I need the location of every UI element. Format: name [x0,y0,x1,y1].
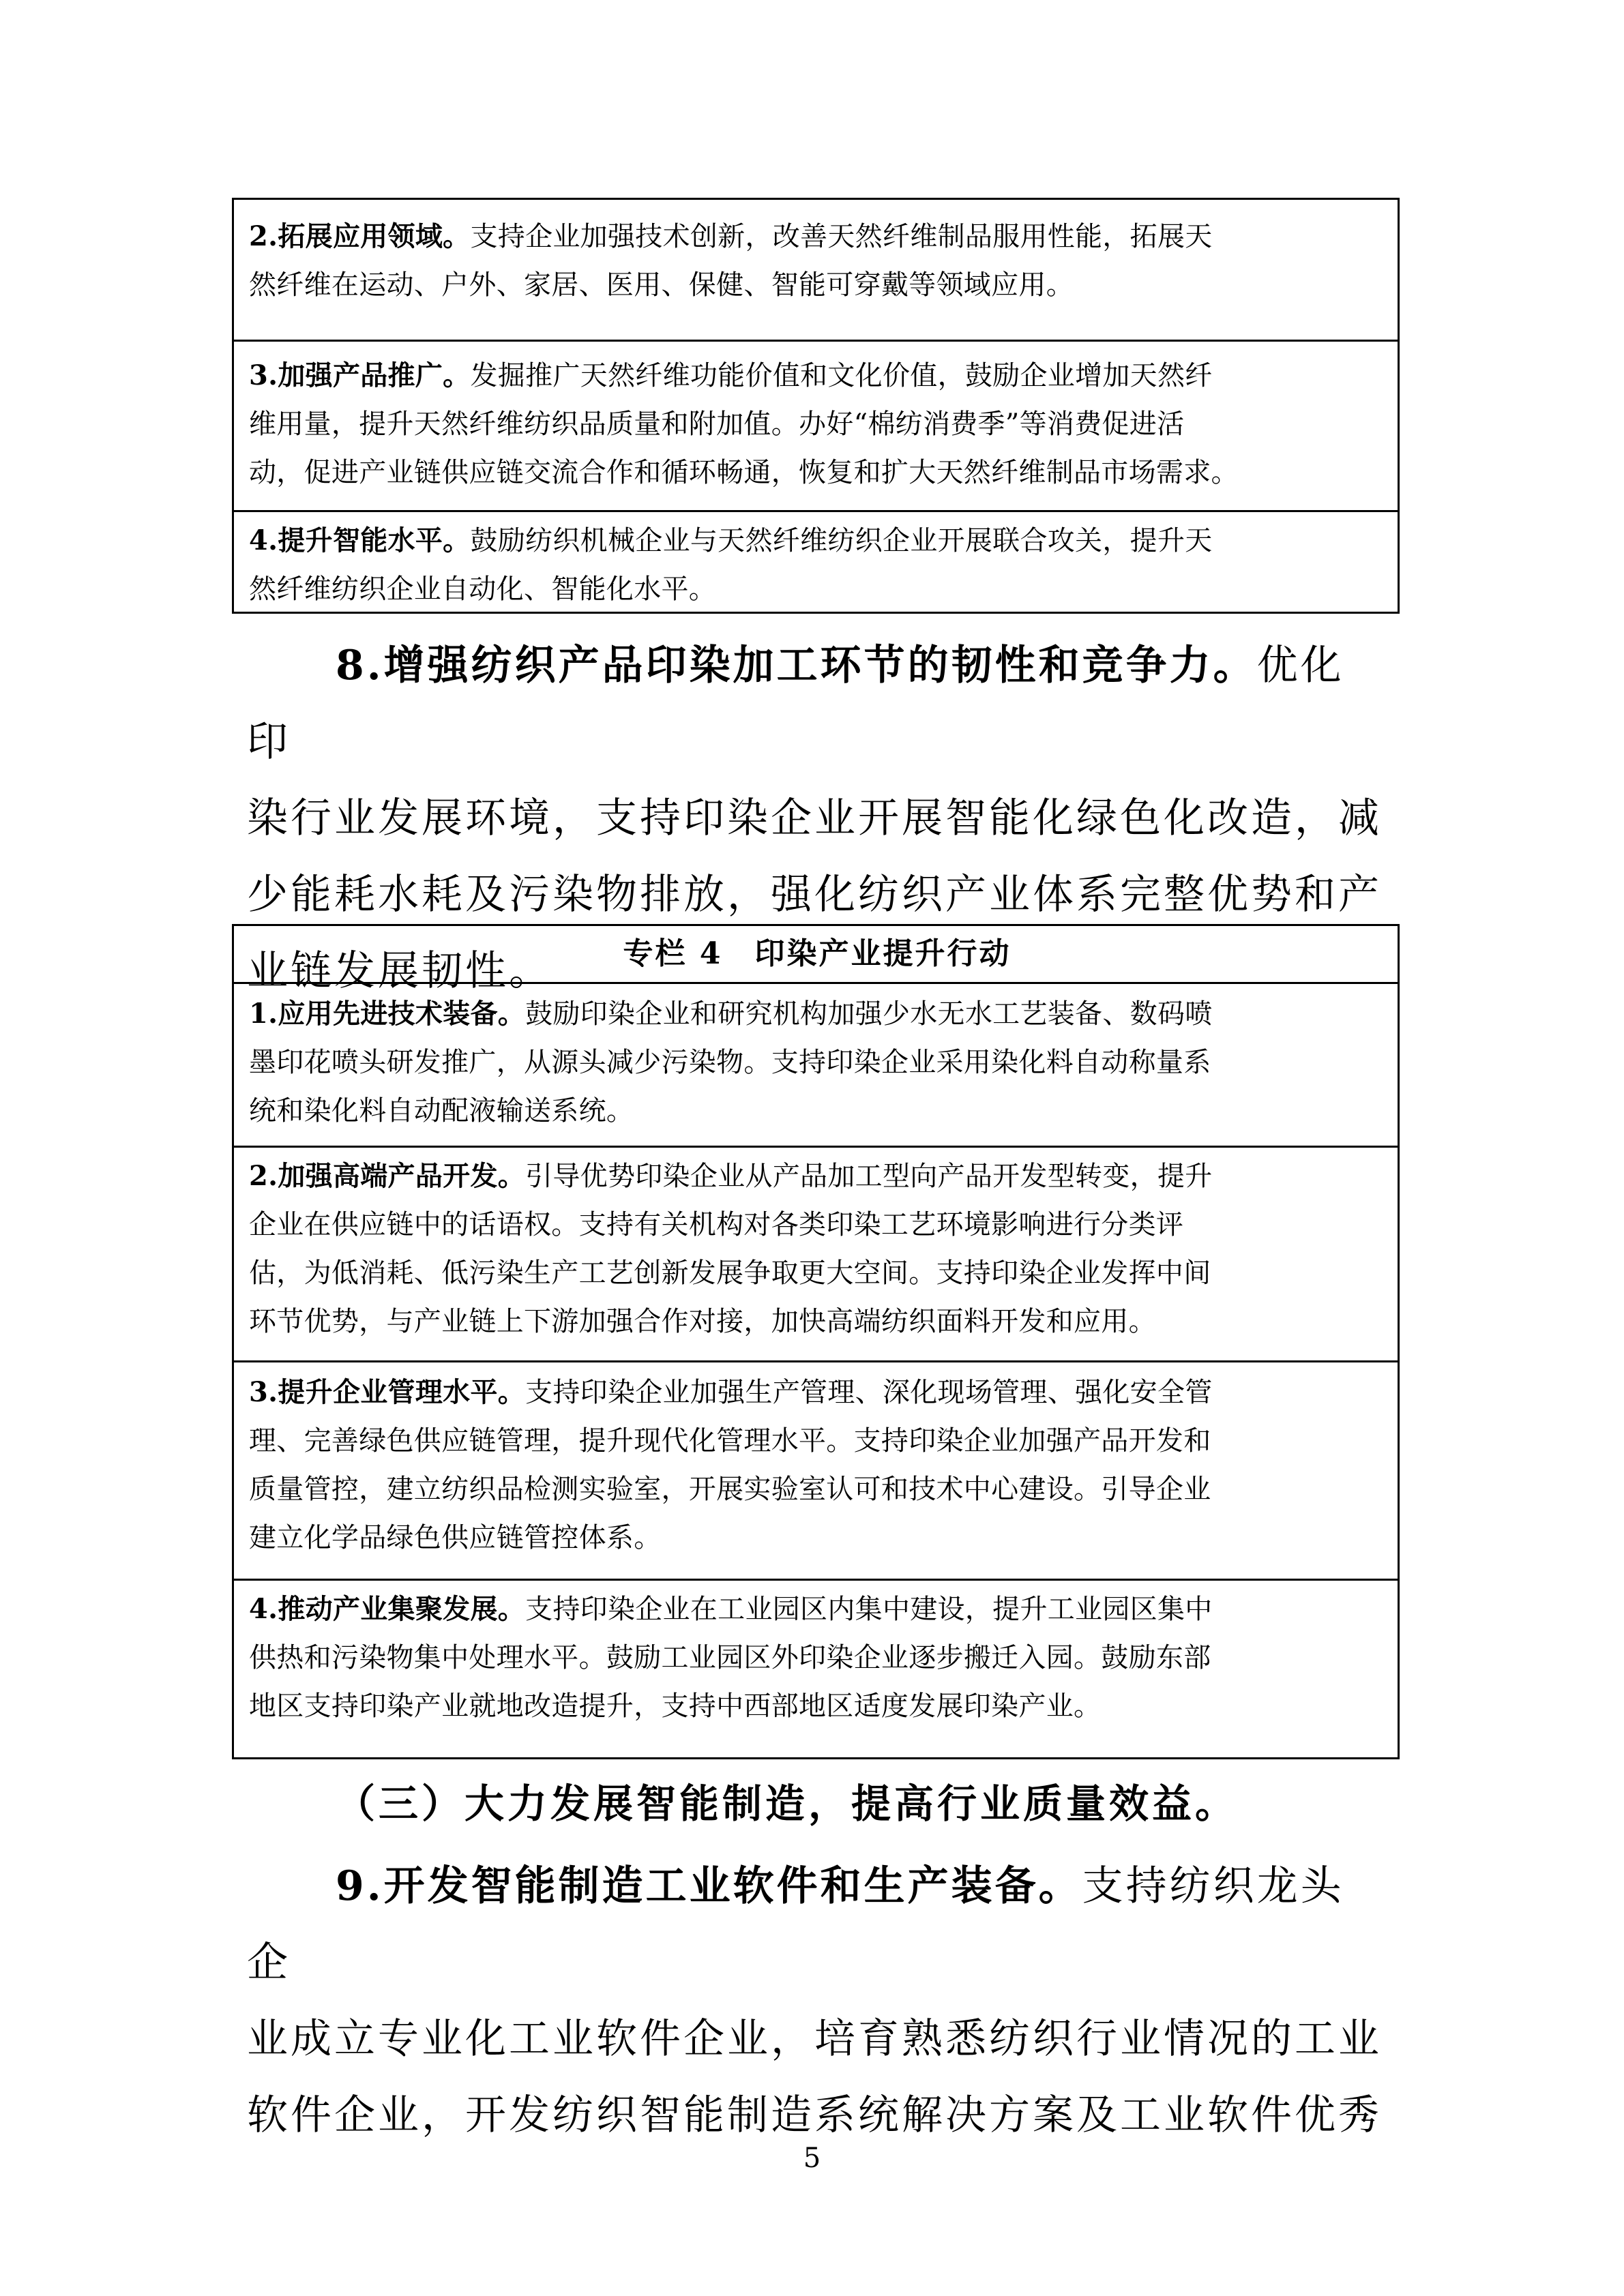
column-box-natural-fiber [232,198,1400,614]
item-text-line: 企业在供应链中的话语权。支持有关机构对各类印染工艺环境影响进行分类评 [249,1209,1184,1240]
section-heading: （三）大力发展智能制造，提高行业质量效益。 [336,1780,1239,1827]
item-text-line: 质量管控，建立纺织品检测实验室，开展实验室认可和技术中心建设。引导企业 [249,1474,1211,1505]
box2-item-2 [234,1146,1398,1346]
item-text-line: 环节优势，与产业链上下游加强合作对接，加快高端纺织面料开发和应用。 [249,1306,1156,1337]
item-text-line: 理、完善绿色供应链管理，提升现代化管理水平。支持印染企业加强产品开发和 [249,1425,1211,1457]
item-title: 1.应用先进技术装备。 [249,998,526,1030]
paragraph-line: 优化印 [247,642,1344,766]
paragraph-title: 8.增强纺织产品印染加工环节的韧性和竞争力。 [336,642,1257,689]
box2-item-3 [234,1360,1398,1562]
item-text-line: 支持印染企业在工业园区内集中建设，提升工业园区集中 [525,1594,1213,1625]
box1-item-2 [234,212,1398,310]
item-title: 2.拓展应用领域。 [249,220,471,252]
box-heading: 专栏 4 印染产业提升行动 [623,936,1012,971]
item-text-line: 墨印花喷头研发推广，从源头减少污染物。支持印染企业采用染化料自动称量系 [249,1047,1211,1078]
paragraph-line: 业链发展韧性。 [247,947,552,995]
box1-item-4 [234,510,1398,614]
item-text-line: 然纤维纺织企业自动化、智能化水平。 [249,573,717,605]
item-text-line: 支持企业加强技术创新，改善天然纤维制品服用性能，拓展天 [470,221,1213,252]
item-text-line: 发掘推广天然纤维功能价值和文化价值，鼓励企业增加天然纤 [470,360,1213,391]
paragraph-line: 少能耗水耗及污染物排放，强化纺织产业体系完整优势和产 [247,871,1382,919]
item-text-line: 鼓励纺织机械企业与天然纤维纺织企业开展联合攻关，提升天 [470,525,1213,556]
item-title: 3.加强产品推广。 [249,359,471,391]
paragraph-9 [247,1848,1386,2153]
item-text-line: 引导优势印染企业从产品加工型向产品开发型转变，提升 [525,1161,1213,1192]
paragraph-line: 支持纺织龙头企 [247,1862,1344,1986]
paragraph-title: 9.开发智能制造工业软件和生产装备。 [336,1862,1082,1910]
item-text-line: 统和染化料自动配液输送系统。 [249,1095,634,1127]
item-text-line: 支持印染企业加强生产管理、深化现场管理、强化安全管 [525,1377,1213,1408]
item-text-line: 动，促进产业链供应链交流合作和循环畅通，恢复和扩大天然纤维制品市场需求。 [249,457,1239,488]
item-text-line: 然纤维在运动、户外、家居、医用、保健、智能可穿戴等领域应用。 [249,269,1074,301]
item-title: 2.加强高端产品开发。 [249,1160,526,1192]
item-text-line: 维用量，提升天然纤维纺织品质量和附加值。办好“棉纺消费季”等消费促进活 [249,408,1185,440]
paragraph-line: 业成立专业化工业软件企业，培育熟悉纺织行业情况的工业 [247,2015,1382,2063]
column-box-4-printing-dyeing [232,924,1400,1759]
item-text-line: 地区支持印染产业就地改造提升，支持中西部地区适度发展印染产业。 [249,1690,1102,1722]
box2-item-1 [234,982,1398,1135]
item-text-line: 鼓励印染企业和研究机构加强少水无水工艺装备、数码喷 [525,998,1213,1030]
box1-item-3 [234,340,1398,497]
page-number: 5 [803,2143,821,2174]
item-text-line: 估，为低消耗、低污染生产工艺创新发展争取更大空间。支持印染企业发挥中间 [249,1257,1211,1289]
box2-item-4 [234,1579,1398,1731]
paragraph-line: 软件企业，开发纺织智能制造系统解决方案及工业软件优秀 [247,2091,1382,2139]
paragraph-line: 染行业发展环境，支持印染企业开展智能化绿色化改造，减 [247,794,1382,842]
item-text-line: 供热和污染物集中处理水平。鼓励工业园区外印染企业逐步搬迁入园。鼓励东部 [249,1642,1211,1673]
item-text-line: 建立化学品绿色供应链管控体系。 [249,1522,662,1553]
item-title: 4.提升智能水平。 [249,524,471,556]
item-title: 3.提升企业管理水平。 [249,1376,526,1408]
item-title: 4.推动产业集聚发展。 [249,1593,526,1625]
